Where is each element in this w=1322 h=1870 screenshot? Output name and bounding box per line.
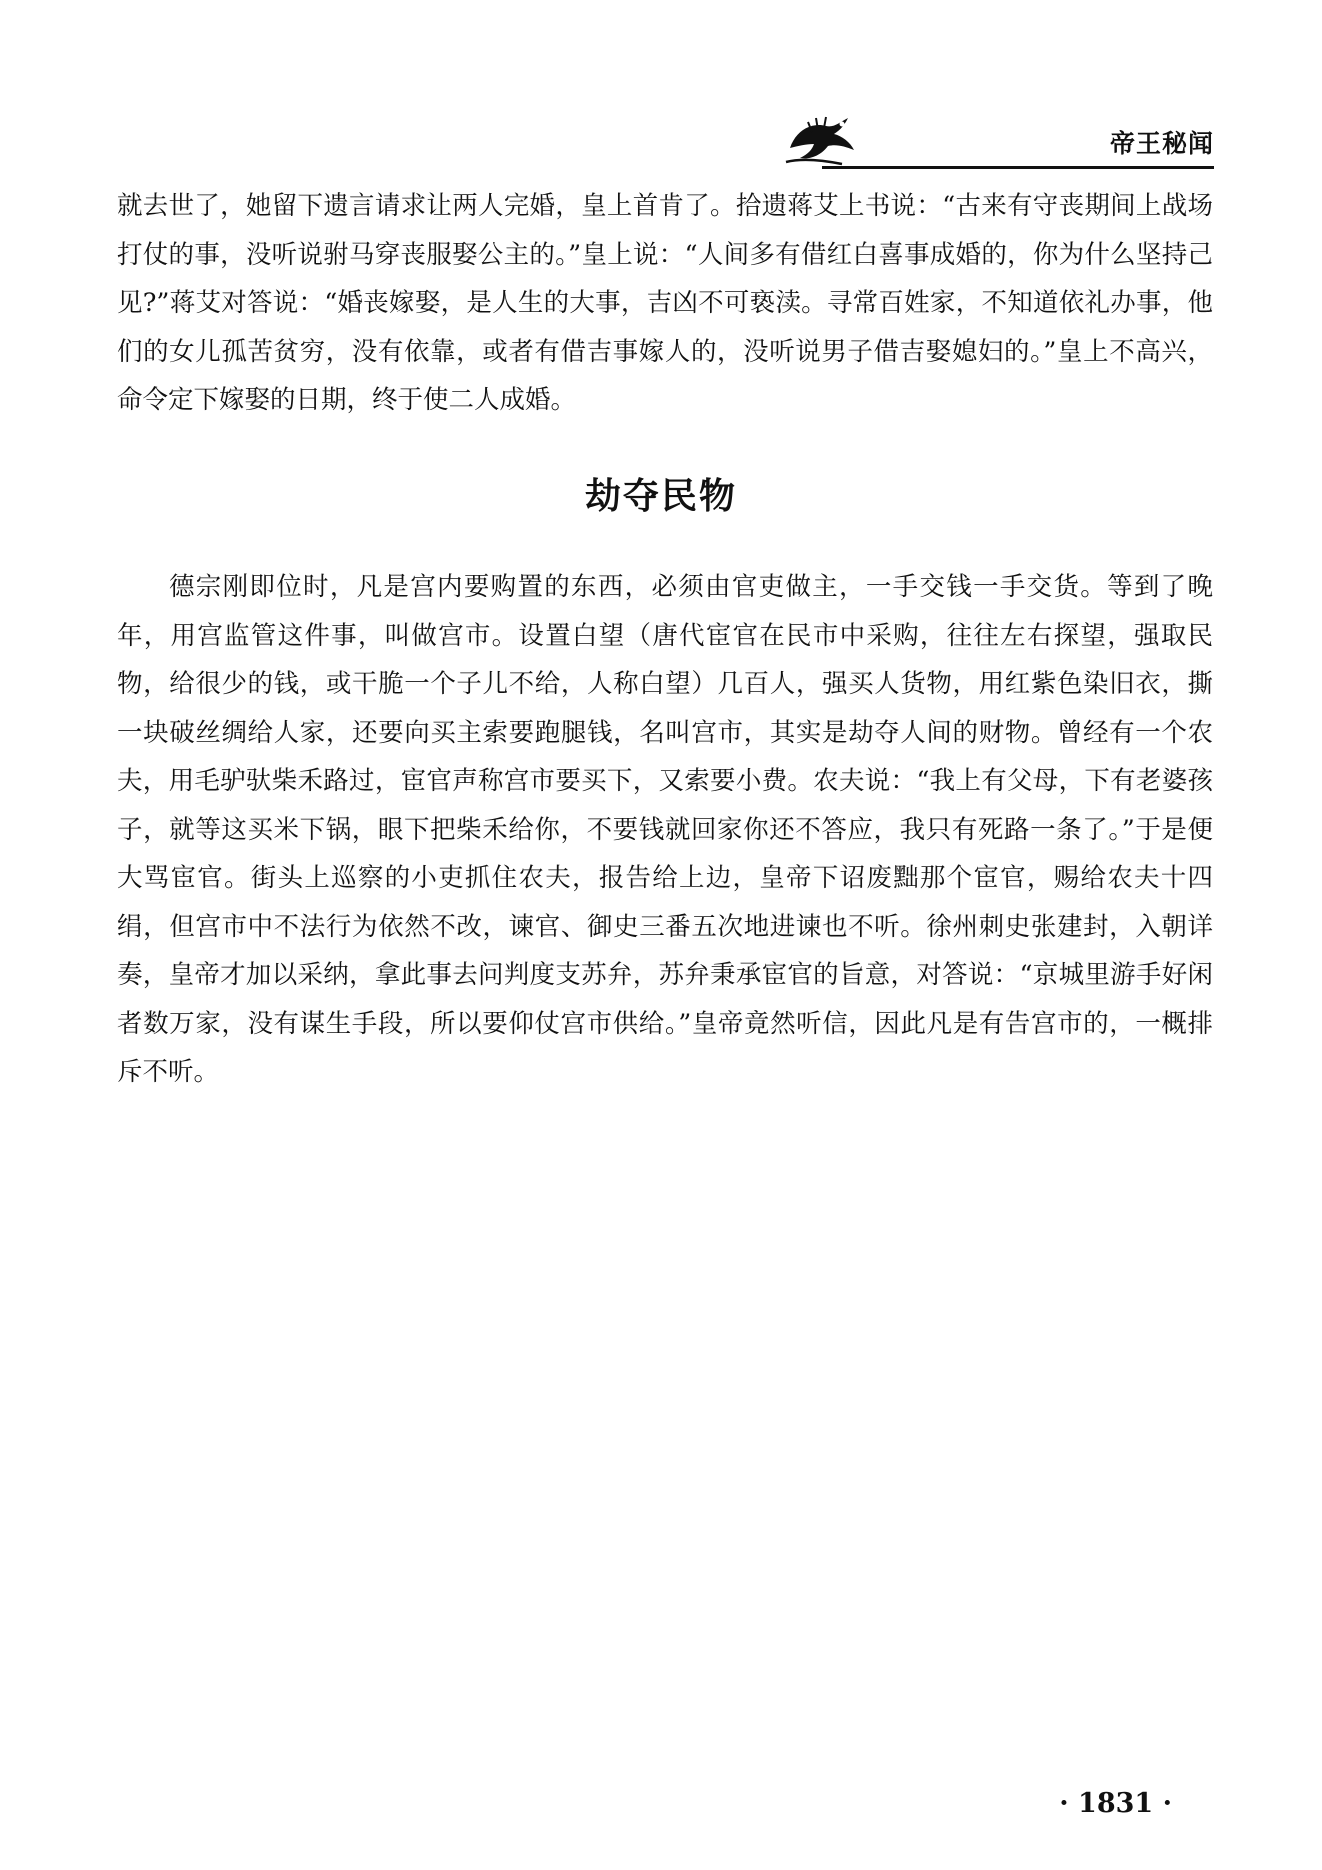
body-paragraph: 德宗刚即位时，凡是宫内要购置的东西，必须由官吏做主，一手交钱一手交货。等到了晚年，用宫监管这件事，叫做宫市。设置白望（唐代宦官在民市中采购，往往左右探望，强取民物，给很少的钱，或干脆一个子儿不给，人称白望）几百人，强买人货物，用红紫色染旧衣，撕一块破丝绸给人家，还要向买主索要跑腿钱，名叫宫市，其实是劫夺人间的财物。曾经有一个农夫，用毛驴驮柴禾路过，宦官声称宫市要买下，又索要小费。农夫说：“我上有父母，下有老婆孩子，就等这买米下锅，眼下把柴禾给你，不要钱就回家你还不答应，我只有死路一条了。”于是便大骂宦官。街头上巡察的小吏抓住农夫，报告给上边，皇帝下诏废黜那个宦官，赐给农夫十四绢，但宫市中不法行为依然不改，谏官、御史三番五次地进谏也不听。徐州刺史张建封，入朝详奏，皇帝才加以采纳，拿此事去问判度支苏弁，苏弁秉承宦官的旨意，对答说：“京城里游手好闲者数万家，没有谋生手段，所以要仰仗宫市供给。”皇帝竟然听信，因此凡是有告宫市的，一概排斥不听。 xyxy=(117,572,1213,1087)
running-header-title: 帝王秘闻 xyxy=(1109,129,1214,158)
section-heading: 劫夺民物 xyxy=(584,476,737,517)
page-number: · 1831 · xyxy=(1059,1788,1172,1819)
header-rule xyxy=(822,166,1214,169)
body-paragraph: 就去世了，她留下遗言请求让两人完婚，皇上首肯了。拾遗蒋艾上书说：“古来有守丧期间上战场打仗的事，没听说驸马穿丧服娶公主的。”皇上说：“人间多有借红白喜事成婚的，你为什么坚持己见?”蒋艾对答说：“婚丧嫁娶，是人生的大事，吉凶不可亵渎。寻常百姓家，不知道依礼办事，他们的女儿孤苦贫穷，没有依靠，或者有借吉事嫁人的，没听说男子借吉娶媳妇的。”皇上不高兴，命令定下嫁娶的日期，终于使二人成婚。 xyxy=(117,191,1213,415)
running-header xyxy=(782,108,1214,172)
dragon-icon xyxy=(782,108,862,168)
